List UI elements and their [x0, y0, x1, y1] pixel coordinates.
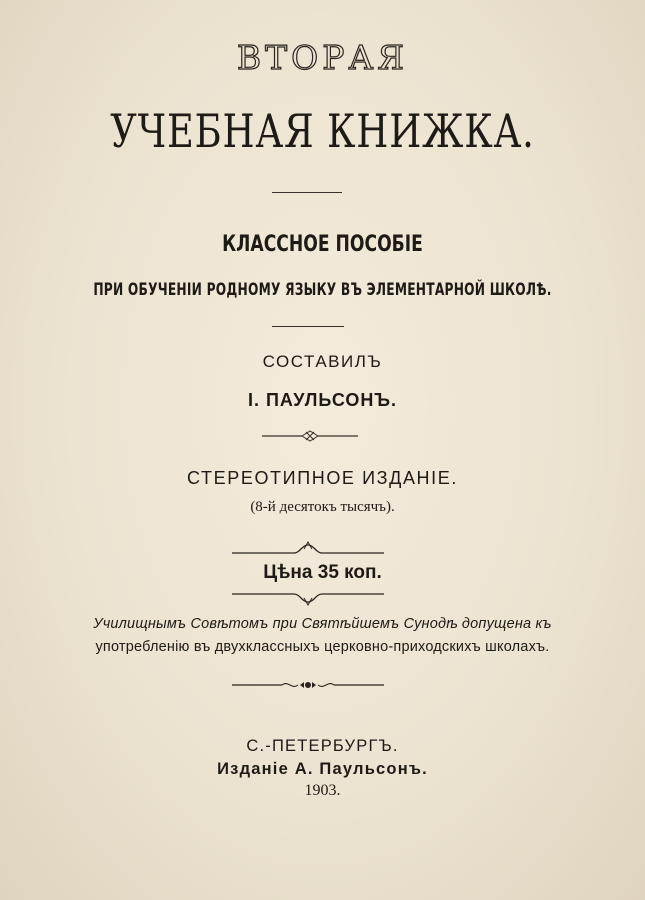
title-line-1: ВТОРАЯ — [236, 38, 409, 77]
subtitle: КЛАССНОЕ ПОСОБІЕ — [222, 232, 423, 257]
price: Цѣна 35 коп. — [263, 562, 382, 583]
title-line-2: УЧЕБНАЯ КНИЖКА. — [110, 104, 535, 158]
approval-line-1: Училищнымъ Совѣтомъ при Святѣйшемъ Сунодѣ допущена къ — [93, 616, 552, 632]
approval-line-2: употребленію въ двухклассныхъ церковно-приходскихъ школахъ. — [95, 639, 550, 655]
divider-rule-2 — [272, 326, 344, 327]
divider-rule-1 — [272, 192, 342, 193]
year: 1903. — [304, 782, 341, 799]
ornament-divider-1 — [262, 429, 358, 443]
ornament-divider-2 — [232, 679, 384, 691]
author-name: І. ПАУЛЬСОНЪ. — [247, 390, 398, 410]
price-frame-top-ornament — [232, 541, 384, 557]
print-run: (8-й десятокъ тысячъ). — [250, 499, 395, 515]
city: С.-ПЕТЕРБУРГЪ. — [246, 737, 399, 755]
subtitle-detail: ПРИ ОБУЧЕНІИ РОДНОМУ ЯЗЫКУ ВЪ ЭЛЕМЕНТАРНОЙ ШКОЛѢ. — [93, 280, 552, 300]
edition: СТЕРЕОТИПНОЕ ИЗДАНІЕ. — [187, 468, 458, 488]
compiled-label: СОСТАВИЛЪ — [262, 352, 383, 371]
publisher: Изданіе А. Паульсонъ. — [217, 760, 428, 778]
price-frame-bottom-ornament — [232, 590, 384, 606]
